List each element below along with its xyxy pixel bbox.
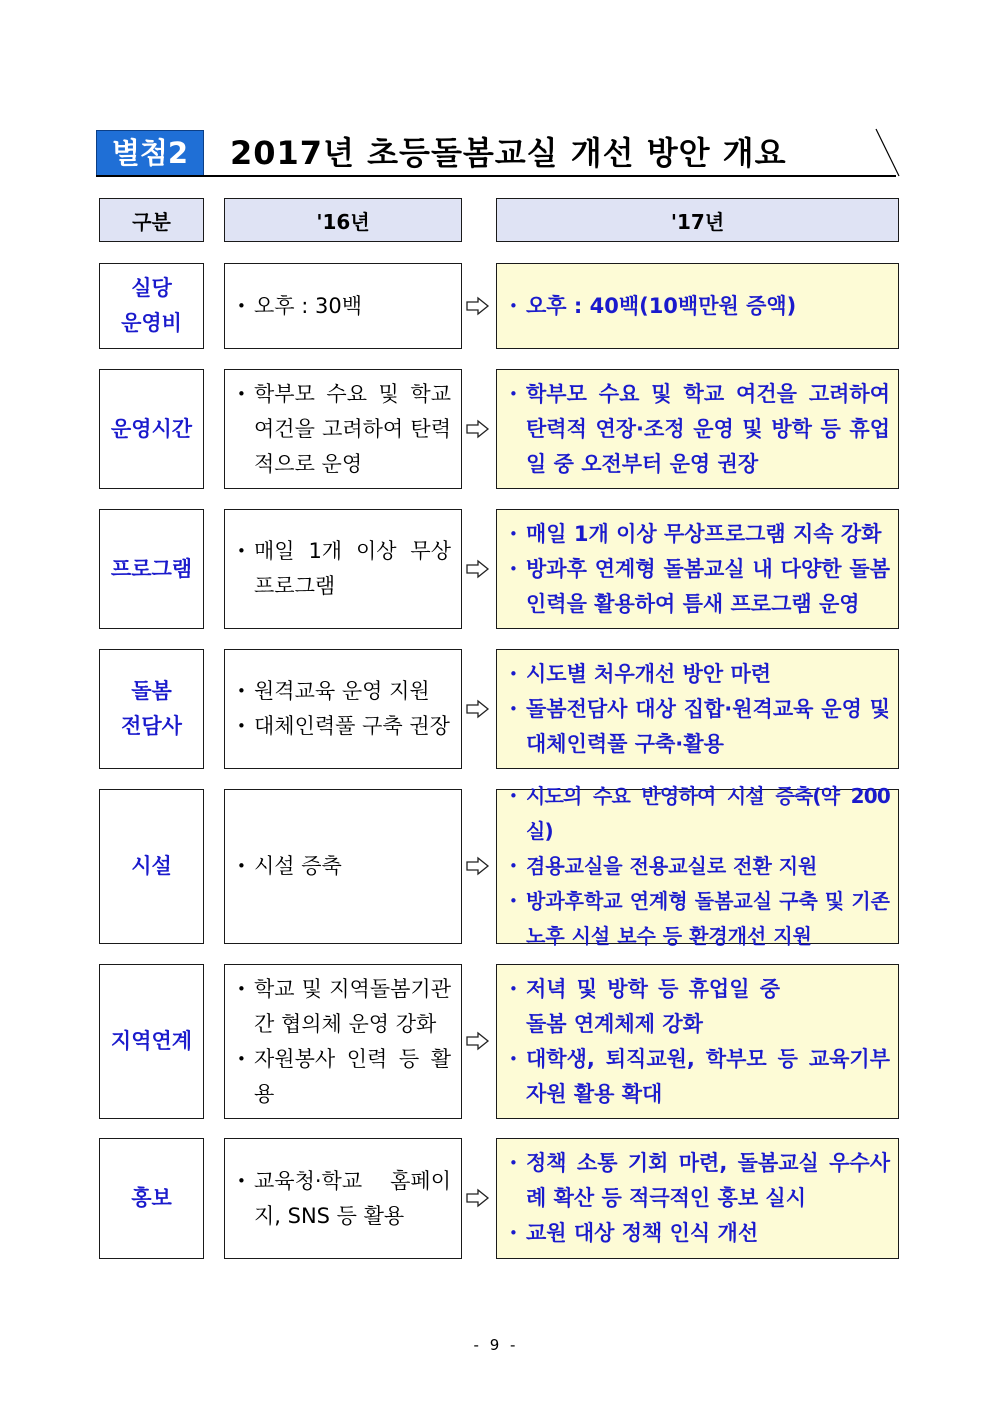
new-plan-item: • 시도별 처우개선 방안 마련 [509,657,890,692]
category-cell [99,649,204,769]
new-plan-item: • 학부모 수요 및 학교 여건을 고려하여 탄력적 연장·조정 운영 및 방학 등 휴업일 중 오전부터 운영 권장 [509,377,890,482]
header-2016 [224,198,462,242]
new-plan-item: • 돌봄전담사 대상 집합·원격교육 운영 및 대체인력풀 구축·활용 [509,692,890,762]
new-plan-item: • 오후 : 40백(10백만원 증액) [509,289,890,324]
new-plan-item: • 저녁 및 방학 등 휴업일 중 돌봄 연계체제 강화 [509,972,890,1042]
title-underline [96,175,896,177]
new-plan-item: • 매일 1개 이상 무상프로그램 지속 강화 [509,517,890,552]
new-plan-item: • 방과후 연계형 돌봄교실 내 다양한 돌봄 인력을 활용하여 틈새 프로그램 운영 [509,552,890,622]
old-plan-item: • 대체인력풀 구축 권장 [237,709,451,744]
new-plan-item: • 정책 소통 기회 마련, 돌봄교실 우수사례 확산 등 적극적인 홍보 실시 [509,1146,890,1216]
right-arrow-icon [466,856,490,876]
attachment-badge: 별첨2 [96,130,204,176]
category-cell [99,789,204,944]
category-line: 지역연계 [110,1029,193,1053]
category-line: 실당 [131,276,172,300]
header-2017-label: '17년 [670,209,725,234]
new-plan-cell [496,964,899,1119]
page-number: - 9 - [473,1336,519,1354]
category-line: 프로그램 [110,556,193,581]
new-plan-item: • 대학생, 퇴직교원, 학부모 등 교육기부 자원 활용 확대 [509,1042,890,1112]
old-plan-cell [224,789,462,944]
category-line: 전담사 [121,714,182,738]
right-arrow-icon [466,559,490,579]
header-2016-label: '16년 [316,209,370,234]
right-arrow-icon [466,1031,490,1051]
category-cell [99,1138,204,1259]
category-cell [99,369,204,489]
old-plan-cell [224,1138,462,1259]
page-title: 2017년 초등돌봄교실 개선 방안 개요 [230,134,787,172]
new-plan-item: • 방과후학교 연계형 돌봄교실 구축 및 기존 노후 시설 보수 등 환경개선 지원 [509,884,890,954]
new-plan-cell [496,509,899,629]
right-arrow-icon [466,296,490,316]
right-arrow-icon [466,419,490,439]
new-plan-item: • 겸용교실을 전용교실로 전환 지원 [509,849,890,884]
header-category-label: 구분 [132,209,171,234]
category-cell [99,509,204,629]
right-arrow-icon [466,699,490,719]
new-plan-item: • 시도의 수요 반영하여 시설 증축(약 200실) [509,779,890,849]
old-plan-cell [224,369,462,489]
category-cell [99,263,204,349]
old-plan-item: • 학교 및 지역돌봄기관 간 협의체 운영 강화 [237,972,451,1042]
old-plan-cell [224,964,462,1119]
new-plan-cell [496,784,899,948]
old-plan-item: • 원격교육 운영 지원 [237,674,451,709]
header-2017 [496,198,899,242]
category-line: 운영비 [121,311,182,335]
category-line: 운영시간 [110,416,193,441]
category-line: 돌봄 [131,679,172,703]
old-plan-item: • 매일 1개 이상 무상 프로그램 [237,534,451,604]
old-plan-item: • 시설 증축 [237,849,451,884]
old-plan-item: • 오후 : 30백 [237,289,451,324]
old-plan-item: • 교육청·학교 홈페이지, SNS 등 활용 [237,1164,451,1234]
category-line: 홍보 [131,1186,172,1210]
category-line: 시설 [131,854,172,878]
old-plan-item: • 학부모 수요 및 학교 여건을 고려하여 탄력적으로 운영 [237,377,451,482]
category-cell [99,964,204,1119]
new-plan-cell [496,369,899,489]
new-plan-cell [496,649,899,769]
right-arrow-icon [466,1188,490,1208]
title-bar [96,130,896,176]
old-plan-cell [224,509,462,629]
old-plan-cell [224,649,462,769]
old-plan-cell [224,263,462,349]
title-corner-slash [875,128,901,178]
header-category [99,198,204,242]
new-plan-item: • 교원 대상 정책 인식 개선 [509,1216,890,1251]
new-plan-cell [496,1138,899,1259]
old-plan-item: • 자원봉사 인력 등 활용 [237,1042,451,1112]
new-plan-cell [496,263,899,349]
